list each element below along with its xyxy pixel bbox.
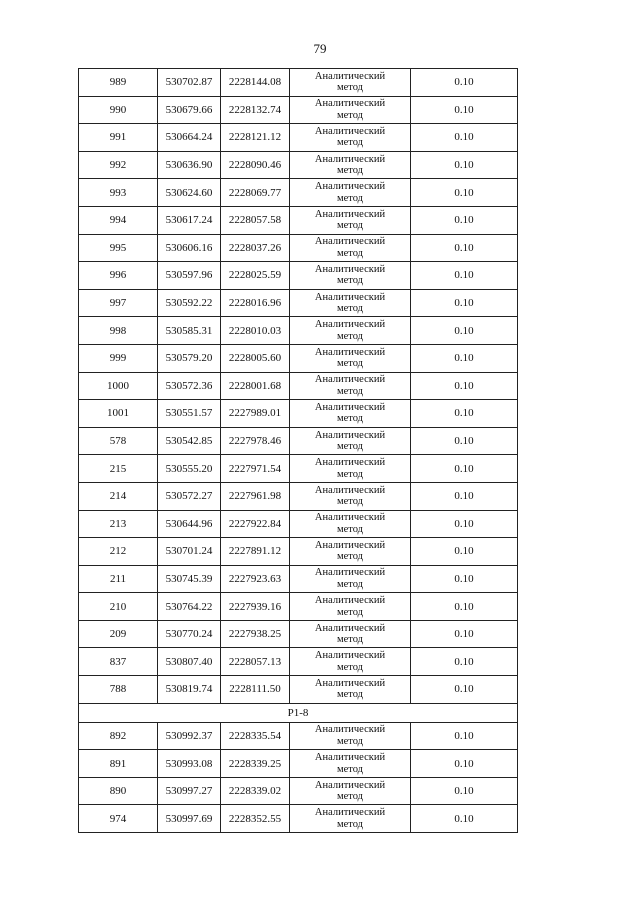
method-line-2: метод bbox=[336, 358, 364, 370]
table-row bbox=[79, 648, 518, 676]
method-line-1: Аналитический bbox=[314, 539, 386, 551]
table-row bbox=[79, 400, 518, 428]
method-cell bbox=[290, 234, 411, 262]
table-row bbox=[79, 777, 518, 805]
y-coordinate-cell: 2227922.84 bbox=[221, 510, 290, 538]
accuracy-cell: 0.10 bbox=[411, 262, 518, 290]
method-cell bbox=[290, 344, 411, 372]
method-line-2: метод bbox=[336, 763, 364, 775]
method-line-2: метод bbox=[336, 275, 364, 287]
method-line-1: Аналитический bbox=[314, 70, 386, 82]
method-cell bbox=[290, 777, 411, 805]
method-line-2: метод bbox=[336, 496, 364, 508]
method-cell bbox=[290, 482, 411, 510]
method-cell bbox=[290, 722, 411, 750]
table-row bbox=[79, 234, 518, 262]
method-line-1: Аналитический bbox=[314, 181, 386, 193]
method-cell bbox=[290, 538, 411, 566]
point-id-cell: 998 bbox=[79, 317, 158, 345]
x-coordinate-cell: 530702.87 bbox=[158, 69, 221, 97]
y-coordinate-cell: 2227989.01 bbox=[221, 400, 290, 428]
method-cell bbox=[290, 565, 411, 593]
accuracy-cell: 0.10 bbox=[411, 124, 518, 152]
section-header-row bbox=[79, 703, 518, 722]
method-cell bbox=[290, 510, 411, 538]
x-coordinate-cell: 530992.37 bbox=[158, 722, 221, 750]
table-row bbox=[79, 722, 518, 750]
method-line-1: Аналитический bbox=[314, 622, 386, 634]
y-coordinate-cell: 2228001.68 bbox=[221, 372, 290, 400]
y-coordinate-cell: 2228037.26 bbox=[221, 234, 290, 262]
point-id-cell: 890 bbox=[79, 777, 158, 805]
accuracy-cell: 0.10 bbox=[411, 179, 518, 207]
point-id-cell: 995 bbox=[79, 234, 158, 262]
method-line-2: метод bbox=[336, 247, 364, 259]
point-id-cell: 997 bbox=[79, 289, 158, 317]
method-line-2: метод bbox=[336, 441, 364, 453]
method-line-1: Аналитический bbox=[314, 429, 386, 441]
method-cell bbox=[290, 69, 411, 97]
point-id-cell: 214 bbox=[79, 482, 158, 510]
method-line-1: Аналитический bbox=[314, 401, 386, 413]
accuracy-cell: 0.10 bbox=[411, 777, 518, 805]
method-line-2: метод bbox=[336, 330, 364, 342]
table-row bbox=[79, 179, 518, 207]
method-cell bbox=[290, 427, 411, 455]
method-line-1: Аналитический bbox=[314, 457, 386, 469]
y-coordinate-cell: 2227978.46 bbox=[221, 427, 290, 455]
x-coordinate-cell: 530585.31 bbox=[158, 317, 221, 345]
y-coordinate-cell: 2228005.60 bbox=[221, 344, 290, 372]
method-line-1: Аналитический bbox=[314, 346, 386, 358]
method-line-2: метод bbox=[336, 165, 364, 177]
y-coordinate-cell: 2228352.55 bbox=[221, 805, 290, 833]
x-coordinate-cell: 530701.24 bbox=[158, 538, 221, 566]
method-line-2: метод bbox=[336, 689, 364, 701]
point-id-cell: 215 bbox=[79, 455, 158, 483]
accuracy-cell: 0.10 bbox=[411, 750, 518, 778]
method-line-1: Аналитический bbox=[314, 779, 386, 791]
method-cell bbox=[290, 372, 411, 400]
coordinates-table-body bbox=[79, 69, 518, 704]
table-row bbox=[79, 750, 518, 778]
method-line-2: метод bbox=[336, 735, 364, 747]
method-line-1: Аналитический bbox=[314, 752, 386, 764]
method-line-2: метод bbox=[336, 818, 364, 830]
accuracy-cell: 0.10 bbox=[411, 722, 518, 750]
accuracy-cell: 0.10 bbox=[411, 317, 518, 345]
x-coordinate-cell: 530617.24 bbox=[158, 206, 221, 234]
method-line-1: Аналитический bbox=[314, 512, 386, 524]
y-coordinate-cell: 2227938.25 bbox=[221, 620, 290, 648]
x-coordinate-cell: 530770.24 bbox=[158, 620, 221, 648]
accuracy-cell: 0.10 bbox=[411, 400, 518, 428]
method-cell bbox=[290, 750, 411, 778]
y-coordinate-cell: 2227961.98 bbox=[221, 482, 290, 510]
x-coordinate-cell: 530555.20 bbox=[158, 455, 221, 483]
table-row bbox=[79, 151, 518, 179]
x-coordinate-cell: 530644.96 bbox=[158, 510, 221, 538]
table-row bbox=[79, 206, 518, 234]
table-row bbox=[79, 676, 518, 704]
point-id-cell: 989 bbox=[79, 69, 158, 97]
accuracy-cell: 0.10 bbox=[411, 805, 518, 833]
method-cell bbox=[290, 179, 411, 207]
method-line-1: Аналитический bbox=[314, 153, 386, 165]
method-line-1: Аналитический bbox=[314, 263, 386, 275]
point-id-cell: 994 bbox=[79, 206, 158, 234]
x-coordinate-cell: 530997.69 bbox=[158, 805, 221, 833]
x-coordinate-cell: 530636.90 bbox=[158, 151, 221, 179]
table-row bbox=[79, 317, 518, 345]
method-line-2: метод bbox=[336, 551, 364, 563]
method-line-1: Аналитический bbox=[314, 807, 386, 819]
accuracy-cell: 0.10 bbox=[411, 676, 518, 704]
x-coordinate-cell: 530993.08 bbox=[158, 750, 221, 778]
accuracy-cell: 0.10 bbox=[411, 151, 518, 179]
table-row bbox=[79, 482, 518, 510]
method-line-1: Аналитический bbox=[314, 724, 386, 736]
y-coordinate-cell: 2228144.08 bbox=[221, 69, 290, 97]
y-coordinate-cell: 2228132.74 bbox=[221, 96, 290, 124]
method-cell bbox=[290, 289, 411, 317]
x-coordinate-cell: 530679.66 bbox=[158, 96, 221, 124]
point-id-cell: 210 bbox=[79, 593, 158, 621]
page-number: 79 bbox=[313, 41, 327, 56]
coordinates-table bbox=[78, 68, 518, 833]
y-coordinate-cell: 2228090.46 bbox=[221, 151, 290, 179]
accuracy-cell: 0.10 bbox=[411, 565, 518, 593]
point-id-cell: 209 bbox=[79, 620, 158, 648]
method-line-2: метод bbox=[336, 137, 364, 149]
accuracy-cell: 0.10 bbox=[411, 96, 518, 124]
method-line-2: метод bbox=[336, 606, 364, 618]
point-id-cell: 993 bbox=[79, 179, 158, 207]
method-cell bbox=[290, 400, 411, 428]
accuracy-cell: 0.10 bbox=[411, 234, 518, 262]
method-line-1: Аналитический bbox=[314, 125, 386, 137]
point-id-cell: 578 bbox=[79, 427, 158, 455]
point-id-cell: 891 bbox=[79, 750, 158, 778]
x-coordinate-cell: 530807.40 bbox=[158, 648, 221, 676]
method-line-1: Аналитический bbox=[314, 98, 386, 110]
method-line-1: Аналитический bbox=[314, 677, 386, 689]
y-coordinate-cell: 2228057.13 bbox=[221, 648, 290, 676]
point-id-cell: 1001 bbox=[79, 400, 158, 428]
x-coordinate-cell: 530764.22 bbox=[158, 593, 221, 621]
x-coordinate-cell: 530551.57 bbox=[158, 400, 221, 428]
y-coordinate-cell: 2228025.59 bbox=[221, 262, 290, 290]
table-row bbox=[79, 593, 518, 621]
y-coordinate-cell: 2228121.12 bbox=[221, 124, 290, 152]
method-cell bbox=[290, 620, 411, 648]
x-coordinate-cell: 530997.27 bbox=[158, 777, 221, 805]
point-id-cell: 788 bbox=[79, 676, 158, 704]
x-coordinate-cell: 530745.39 bbox=[158, 565, 221, 593]
method-line-1: Аналитический bbox=[314, 650, 386, 662]
method-cell bbox=[290, 455, 411, 483]
method-line-1: Аналитический bbox=[314, 291, 386, 303]
method-cell bbox=[290, 648, 411, 676]
table-row bbox=[79, 372, 518, 400]
method-line-1: Аналитический bbox=[314, 208, 386, 220]
point-id-cell: 990 bbox=[79, 96, 158, 124]
accuracy-cell: 0.10 bbox=[411, 427, 518, 455]
method-line-2: метод bbox=[336, 385, 364, 397]
method-cell bbox=[290, 805, 411, 833]
table-row bbox=[79, 124, 518, 152]
table-row bbox=[79, 96, 518, 124]
accuracy-cell: 0.10 bbox=[411, 482, 518, 510]
x-coordinate-cell: 530606.16 bbox=[158, 234, 221, 262]
table-row bbox=[79, 510, 518, 538]
x-coordinate-cell: 530592.22 bbox=[158, 289, 221, 317]
y-coordinate-cell: 2227971.54 bbox=[221, 455, 290, 483]
section-header-body bbox=[79, 703, 518, 722]
point-id-cell: 213 bbox=[79, 510, 158, 538]
method-cell bbox=[290, 124, 411, 152]
accuracy-cell: 0.10 bbox=[411, 206, 518, 234]
section-label: Р1-8 bbox=[79, 703, 518, 722]
point-id-cell: 974 bbox=[79, 805, 158, 833]
method-line-2: метод bbox=[336, 661, 364, 673]
point-id-cell: 837 bbox=[79, 648, 158, 676]
accuracy-cell: 0.10 bbox=[411, 455, 518, 483]
x-coordinate-cell: 530542.85 bbox=[158, 427, 221, 455]
method-cell bbox=[290, 262, 411, 290]
method-line-1: Аналитический bbox=[314, 374, 386, 386]
coordinates-table-body-section bbox=[79, 722, 518, 832]
y-coordinate-cell: 2228057.58 bbox=[221, 206, 290, 234]
method-line-1: Аналитический bbox=[314, 567, 386, 579]
method-line-2: метод bbox=[336, 791, 364, 803]
point-id-cell: 1000 bbox=[79, 372, 158, 400]
point-id-cell: 992 bbox=[79, 151, 158, 179]
y-coordinate-cell: 2228111.50 bbox=[221, 676, 290, 704]
method-cell bbox=[290, 206, 411, 234]
table-row bbox=[79, 427, 518, 455]
y-coordinate-cell: 2227891.12 bbox=[221, 538, 290, 566]
accuracy-cell: 0.10 bbox=[411, 69, 518, 97]
accuracy-cell: 0.10 bbox=[411, 372, 518, 400]
method-line-2: метод bbox=[336, 523, 364, 535]
method-cell bbox=[290, 317, 411, 345]
point-id-cell: 211 bbox=[79, 565, 158, 593]
y-coordinate-cell: 2228016.96 bbox=[221, 289, 290, 317]
point-id-cell: 892 bbox=[79, 722, 158, 750]
y-coordinate-cell: 2228010.03 bbox=[221, 317, 290, 345]
y-coordinate-cell: 2228069.77 bbox=[221, 179, 290, 207]
table-row bbox=[79, 69, 518, 97]
method-line-2: метод bbox=[336, 303, 364, 315]
method-line-1: Аналитический bbox=[314, 236, 386, 248]
table-row bbox=[79, 344, 518, 372]
y-coordinate-cell: 2228339.02 bbox=[221, 777, 290, 805]
method-line-1: Аналитический bbox=[314, 484, 386, 496]
y-coordinate-cell: 2227923.63 bbox=[221, 565, 290, 593]
table-row bbox=[79, 805, 518, 833]
method-line-2: метод bbox=[336, 192, 364, 204]
method-line-2: метод bbox=[336, 413, 364, 425]
y-coordinate-cell: 2228335.54 bbox=[221, 722, 290, 750]
accuracy-cell: 0.10 bbox=[411, 620, 518, 648]
point-id-cell: 996 bbox=[79, 262, 158, 290]
point-id-cell: 999 bbox=[79, 344, 158, 372]
y-coordinate-cell: 2228339.25 bbox=[221, 750, 290, 778]
x-coordinate-cell: 530664.24 bbox=[158, 124, 221, 152]
table-row bbox=[79, 538, 518, 566]
accuracy-cell: 0.10 bbox=[411, 538, 518, 566]
accuracy-cell: 0.10 bbox=[411, 289, 518, 317]
x-coordinate-cell: 530579.20 bbox=[158, 344, 221, 372]
method-line-2: метод bbox=[336, 109, 364, 121]
x-coordinate-cell: 530572.36 bbox=[158, 372, 221, 400]
x-coordinate-cell: 530624.60 bbox=[158, 179, 221, 207]
table-row bbox=[79, 620, 518, 648]
x-coordinate-cell: 530572.27 bbox=[158, 482, 221, 510]
accuracy-cell: 0.10 bbox=[411, 344, 518, 372]
accuracy-cell: 0.10 bbox=[411, 510, 518, 538]
accuracy-cell: 0.10 bbox=[411, 648, 518, 676]
method-cell bbox=[290, 96, 411, 124]
table-row bbox=[79, 565, 518, 593]
table-row bbox=[79, 289, 518, 317]
point-id-cell: 991 bbox=[79, 124, 158, 152]
method-line-2: метод bbox=[336, 82, 364, 94]
y-coordinate-cell: 2227939.16 bbox=[221, 593, 290, 621]
point-id-cell: 212 bbox=[79, 538, 158, 566]
table-row bbox=[79, 262, 518, 290]
method-line-2: метод bbox=[336, 578, 364, 590]
accuracy-cell: 0.10 bbox=[411, 593, 518, 621]
method-cell bbox=[290, 593, 411, 621]
method-cell bbox=[290, 676, 411, 704]
method-line-1: Аналитический bbox=[314, 595, 386, 607]
x-coordinate-cell: 530819.74 bbox=[158, 676, 221, 704]
method-line-1: Аналитический bbox=[314, 319, 386, 331]
method-cell bbox=[290, 151, 411, 179]
table-row bbox=[79, 455, 518, 483]
method-line-2: метод bbox=[336, 220, 364, 232]
method-line-2: метод bbox=[336, 634, 364, 646]
x-coordinate-cell: 530597.96 bbox=[158, 262, 221, 290]
method-line-2: метод bbox=[336, 468, 364, 480]
